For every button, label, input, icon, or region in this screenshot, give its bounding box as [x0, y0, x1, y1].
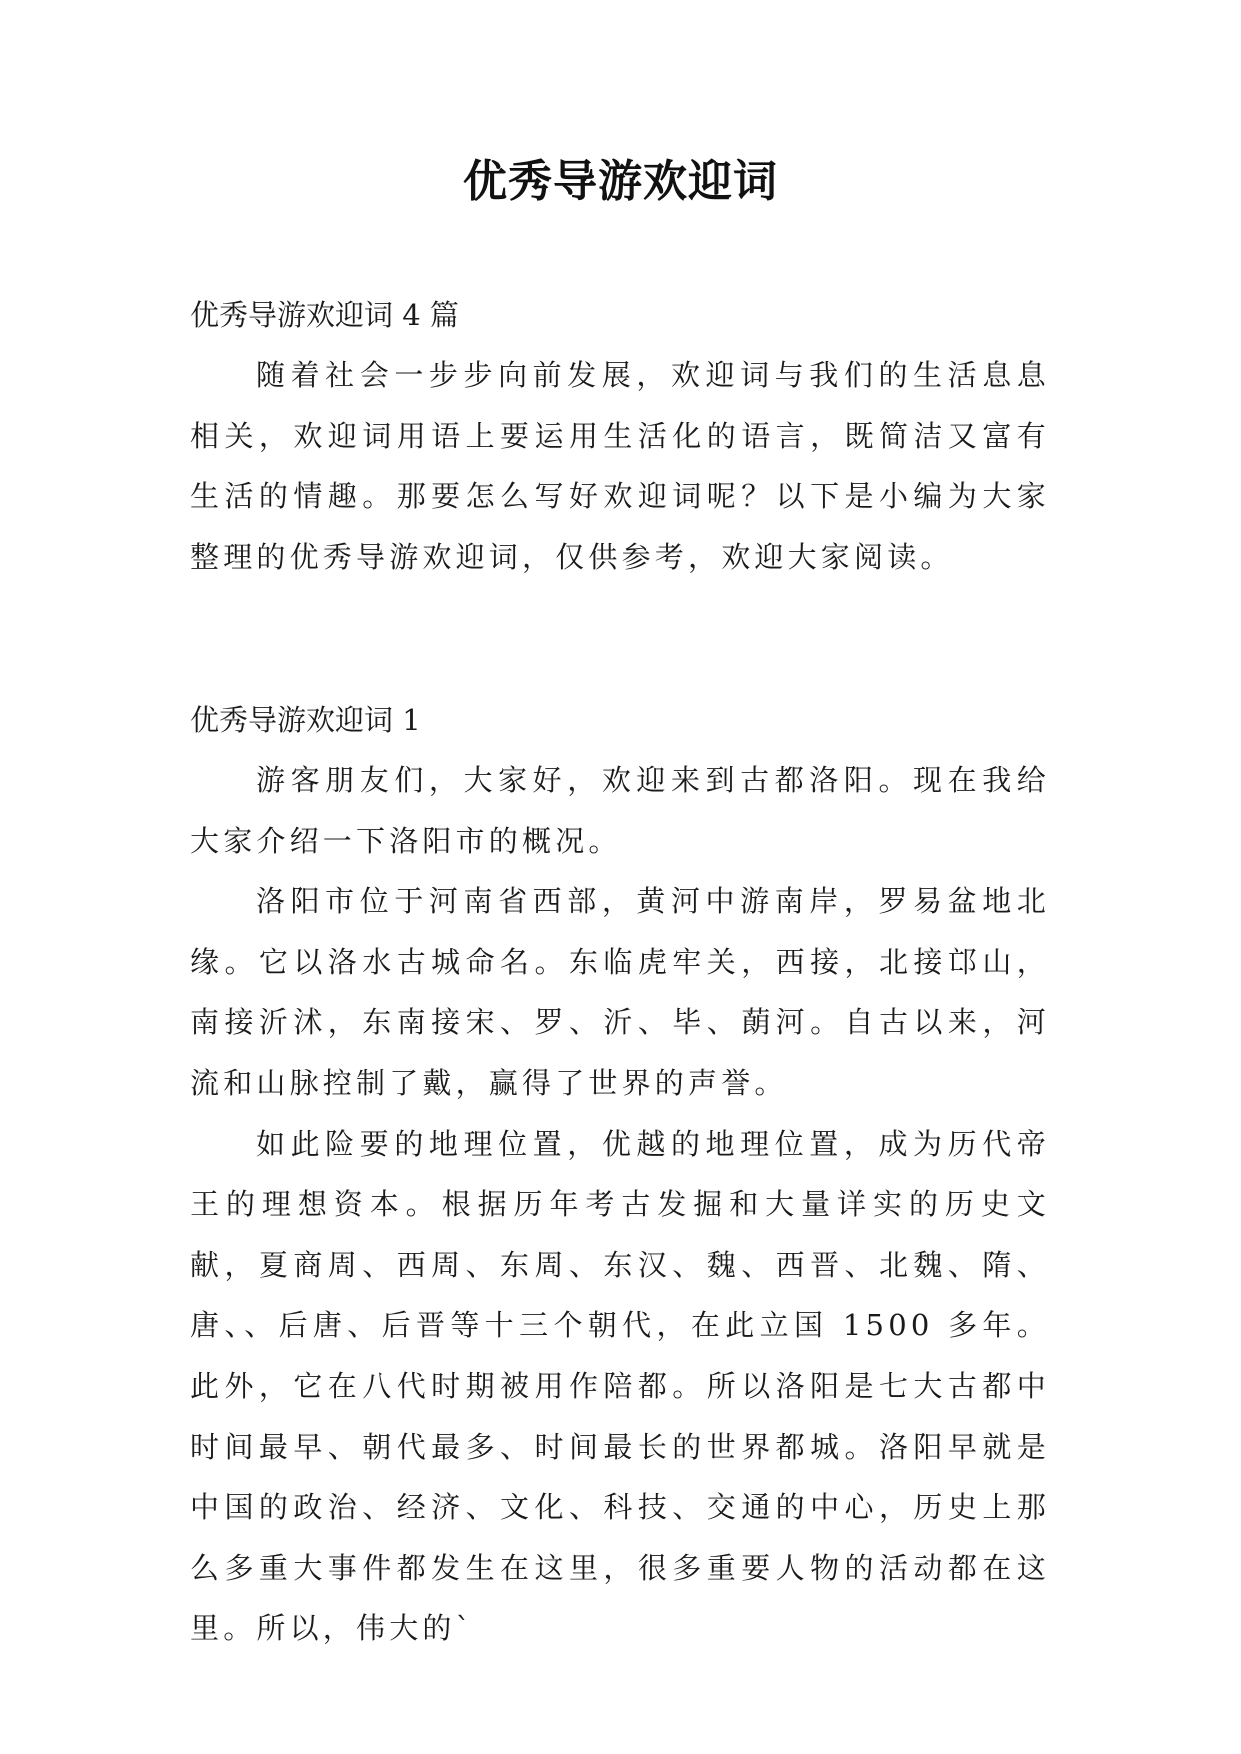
document-title: 优秀导游欢迎词: [463, 156, 778, 207]
section1-heading: 优秀导游欢迎词 1: [190, 703, 421, 737]
intro-paragraph: 随着社会一步步向前发展，欢迎词与我们的生活息息相关，欢迎词用语上要运用生活化的语言，既简洁又富有生活的情趣。那要怎么写好欢迎词呢？以下是小编为大家整理的优秀导游欢迎词，仅供参考，欢迎大家阅读。: [190, 358, 1050, 574]
intro-heading-block: [190, 293, 1050, 337]
section1-body: [190, 750, 1050, 1659]
section1-paragraph-1: 游客朋友们，大家好，欢迎来到古都洛阳。现在我给大家介绍一下洛阳市的概况。: [190, 763, 1050, 858]
intro-heading: 优秀导游欢迎词 4 篇: [190, 298, 459, 332]
section1-paragraph-3: 如此险要的地理位置，优越的地理位置，成为历代帝王的理想资本。根据历年考古发掘和大量详实的历史文献，夏商周、西周、东周、东汉、魏、西晋、北魏、隋、唐、、后唐、后晋等十三个朝代，在此立国 1500 多年。此外，它在八代时期被用作陪都。所以洛阳是七大古都中时间最早、朝代最多、时间最长的世界都城。洛阳早就是中国的政治、经济、文化、科技、交通的中心，历史上那么多重大事件都发生在这里，很多重要人物的活动都在这里。所以，伟大的`: [190, 1126, 1050, 1646]
section1-paragraph-2: 洛阳市位于河南省西部，黄河中游南岸，罗易盆地北缘。它以洛水古城命名。东临虎牢关，西接，北接邙山，南接沂沭，东南接宋、罗、沂、毕、蓢河。自古以来，河流和山脉控制了戴，赢得了世界的声誉。: [190, 884, 1050, 1100]
section1-heading-block: [190, 698, 1050, 742]
intro-body: [190, 345, 1050, 587]
